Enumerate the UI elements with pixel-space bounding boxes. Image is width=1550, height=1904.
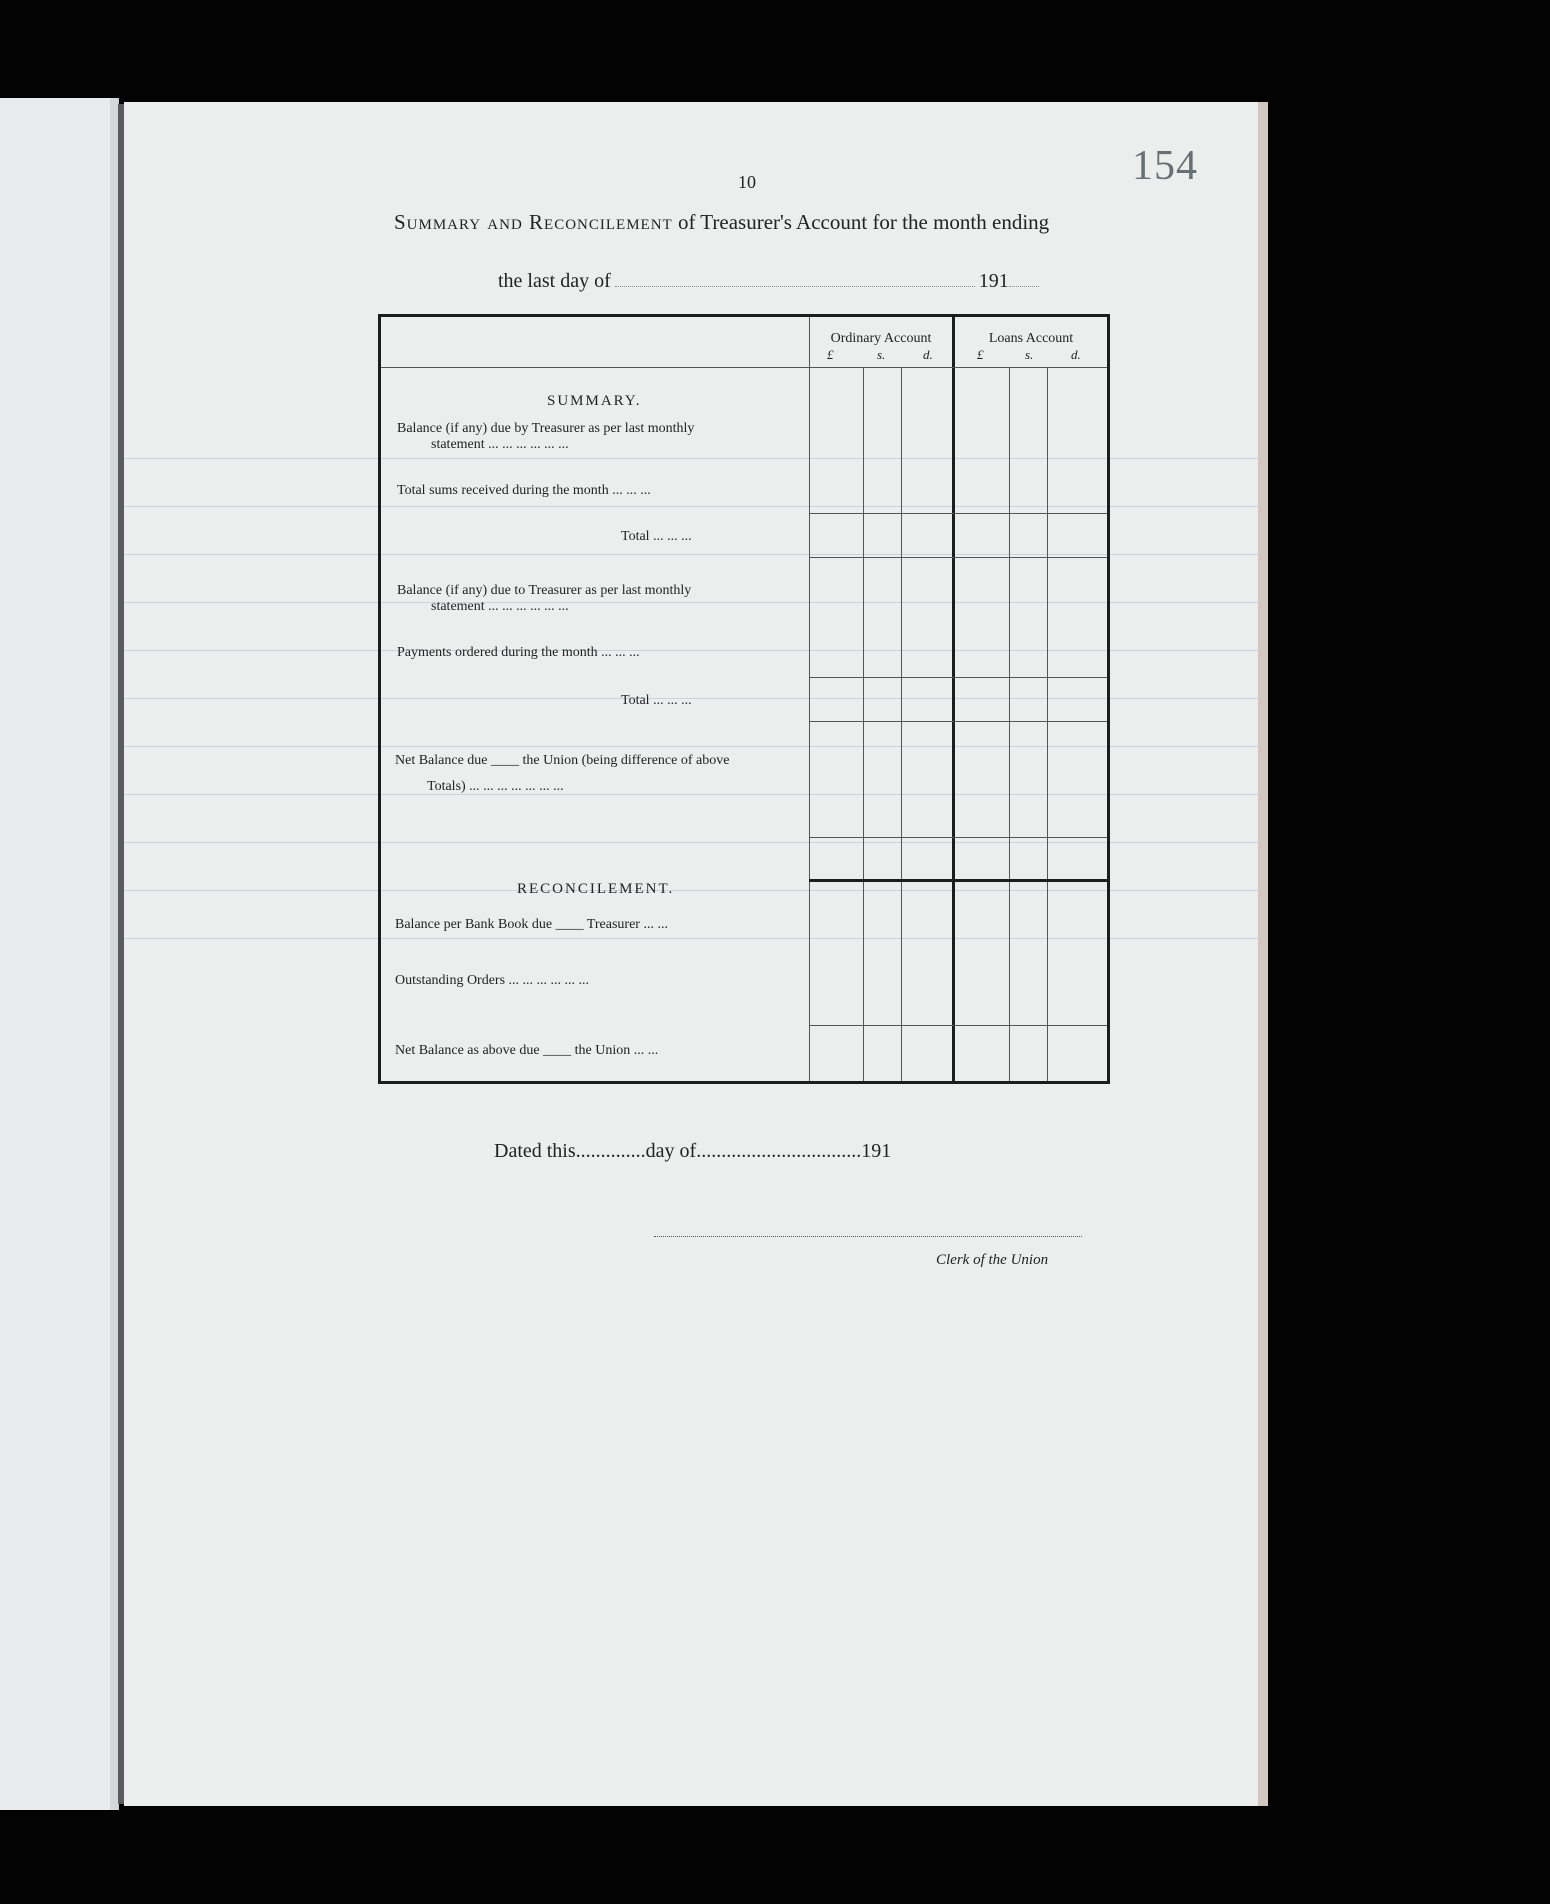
total-rule bbox=[809, 513, 1107, 514]
dated-line[interactable]: Dated this..............day of.................................191 bbox=[494, 1140, 892, 1162]
total-rule bbox=[809, 721, 1107, 722]
header-rule bbox=[381, 367, 1107, 368]
row-balance-by: Balance (if any) due by Treasurer as per last monthly bbox=[397, 421, 695, 436]
printed-page-number: 10 bbox=[738, 172, 756, 192]
title-heading: Summary and Reconcilement bbox=[394, 210, 673, 234]
row-net-above: Net Balance as above due ____ the Union ... ... bbox=[395, 1043, 659, 1058]
row-outstanding: Outstanding Orders ... ... ... ... ... ... bbox=[395, 973, 590, 988]
row-balance-to-cont: statement ... ... ... ... ... ... bbox=[431, 599, 569, 614]
left-page-edge bbox=[110, 98, 118, 1810]
column-divider bbox=[863, 367, 864, 1081]
pound-label: £ bbox=[827, 347, 834, 362]
net-rule bbox=[809, 837, 1107, 838]
column-divider bbox=[809, 317, 810, 1081]
account-table bbox=[378, 314, 1110, 1084]
row-balance-to: Balance (if any) due to Treasurer as per last monthly bbox=[397, 583, 692, 598]
column-divider bbox=[901, 367, 902, 1081]
ordinary-account-header: Ordinary Account bbox=[830, 331, 932, 346]
summary-heading: SUMMARY. bbox=[547, 393, 642, 409]
column-divider bbox=[1047, 367, 1048, 1081]
pence-label: d. bbox=[1071, 347, 1081, 362]
row-total-2: Total ... ... ... bbox=[621, 693, 692, 708]
reconcilement-heading: RECONCILEMENT. bbox=[517, 881, 675, 897]
column-divider bbox=[1009, 367, 1010, 1081]
pence-label: d. bbox=[923, 347, 933, 362]
signature-line[interactable] bbox=[654, 1236, 1082, 1237]
total-rule bbox=[809, 557, 1107, 558]
page-edge bbox=[1258, 102, 1268, 1806]
year-prefix: 191 bbox=[978, 270, 1009, 292]
subtitle-text: the last day of bbox=[498, 270, 611, 292]
shilling-label: s. bbox=[877, 347, 886, 362]
row-payments: Payments ordered during the month ... ... ... bbox=[397, 645, 640, 660]
row-net-balance: Net Balance due ____ the Union (being difference of above bbox=[395, 753, 730, 768]
column-divider bbox=[952, 317, 955, 1081]
loans-account-header: Loans Account bbox=[988, 331, 1074, 346]
stamped-page-number: 154 bbox=[1132, 143, 1198, 189]
page-title bbox=[394, 210, 1134, 235]
title-rest: of Treasurer's Account for the month ending bbox=[677, 210, 1050, 234]
row-bank-book: Balance per Bank Book due ____ Treasurer ... ... bbox=[395, 917, 668, 932]
total-rule bbox=[809, 677, 1107, 678]
signature-label: Clerk of the Union bbox=[936, 1252, 1049, 1268]
pound-label: £ bbox=[977, 347, 984, 362]
shilling-label: s. bbox=[1025, 347, 1034, 362]
row-total-1: Total ... ... ... bbox=[621, 529, 692, 544]
left-page bbox=[0, 98, 119, 1810]
row-net-balance-cont: Totals) ... ... ... ... ... ... ... bbox=[427, 779, 564, 794]
row-balance-by-cont: statement ... ... ... ... ... ... bbox=[431, 437, 569, 452]
ledger-page bbox=[124, 102, 1268, 1806]
page-subtitle bbox=[498, 270, 1039, 293]
date-blank[interactable] bbox=[615, 286, 975, 287]
year-blank[interactable] bbox=[1009, 286, 1039, 287]
row-total-received: Total sums received during the month ... ... ... bbox=[397, 483, 651, 498]
outstanding-rule bbox=[809, 1025, 1107, 1026]
net-double-rule bbox=[809, 879, 1107, 882]
